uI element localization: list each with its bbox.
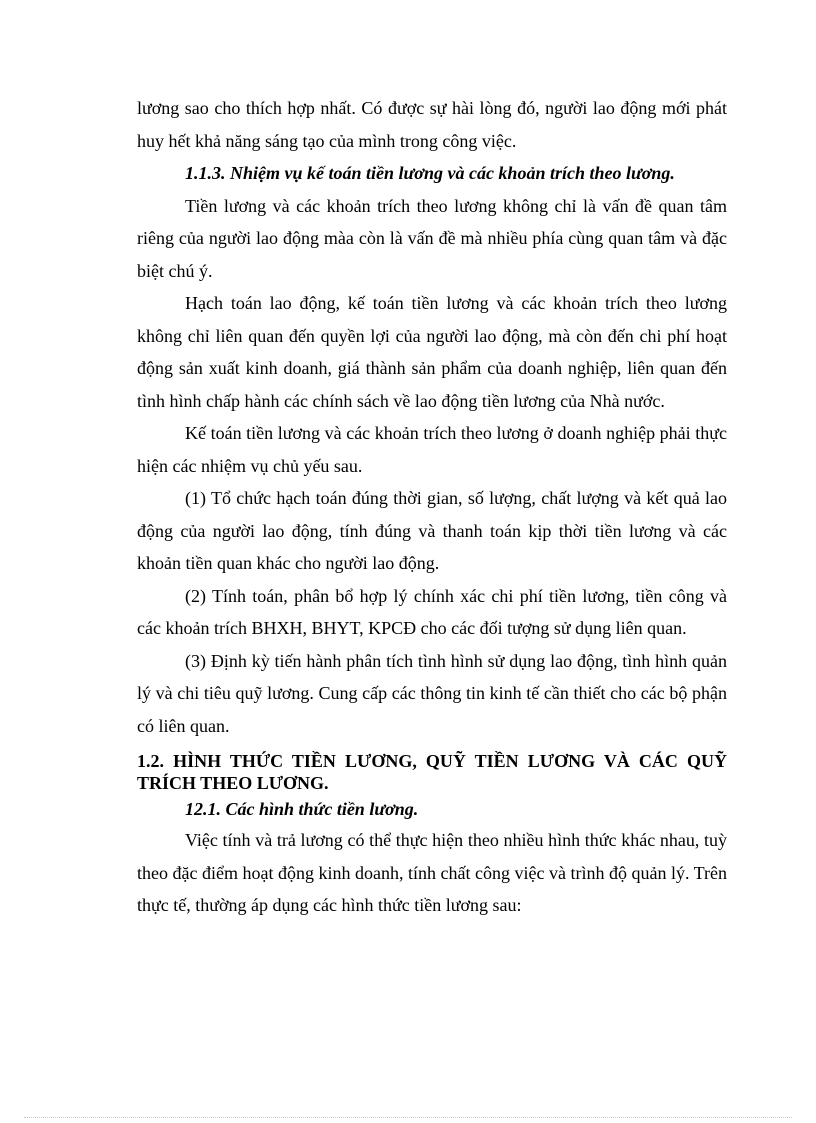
paragraph: Kế toán tiền lương và các khoản trích theo lương ở doanh nghiệp phải thực hiện các nhiệm vụ chủ yếu sau. (137, 423, 727, 476)
list-item-1: (1) Tổ chức hạch toán đúng thời gian, số lượng, chất lượng và kết quả lao động của người lao động, tính đúng và thanh toán kịp thời tiền lương và các khoản tiền quan khác cho người lao động. (137, 488, 727, 573)
paragraph: Hạch toán lao động, kế toán tiền lương và các khoản trích theo lương không chỉ liên quan đến quyền lợi của người lao động, mà còn đến chi phí hoạt động sản xuất kinh doanh, giá thành sản phẩm của doanh nghiệp, liên quan đến tình hình chấp hành các chính sách về lao động tiền lương của Nhà nước. (137, 293, 727, 411)
paragraph: Việc tính và trả lương có thể thực hiện theo nhiều hình thức khác nhau, tuỳ theo đặc điểm hoạt động kinh doanh, tính chất công việc và trình độ quản lý. Trên thực tế, thường áp dụng các hình thức tiền lương sau: (137, 830, 727, 915)
section-heading-1-2-1: 12.1. Các hình thức tiền lương. (185, 799, 419, 819)
list-item-2: (2) Tính toán, phân bổ hợp lý chính xác chi phí tiền lương, tiền công và các khoản trích BHXH, BHYT, KPCĐ cho các đối tượng sử dụng liên quan. (137, 585, 727, 638)
page-body (137, 92, 727, 922)
list-item-3: (3) Định kỳ tiến hành phân tích tình hình sử dụng lao động, tình hình quản lý và chi tiêu quỹ lương. Cung cấp các thông tin kinh tế cần thiết cho các bộ phận có liên quan. (137, 650, 727, 736)
paragraph: Tiền lương và các khoản trích theo lương không chỉ là vấn đề quan tâm riêng của người lao động màa còn là vấn đề mà nhiều phía cùng quan tâm và đặc biệt chú ý. (137, 195, 727, 281)
section-heading-1-1-3: 1.1.3. Nhiệm vụ kế toán tiền lương và các khoản trích theo lương. (185, 163, 675, 183)
footer-divider (24, 1117, 792, 1118)
section-heading-1-2: 1.2. HÌNH THỨC TIỀN LƯƠNG, QUỸ TIỀN LƯƠNG VÀ CÁC QUỸ TRÍCH THEO LƯƠNG. (137, 751, 727, 793)
paragraph-continuation: lương sao cho thích hợp nhất. Có được sự hài lòng đó, người lao động mới phát huy hết khả năng sáng tạo của mình trong công việc. (137, 98, 727, 151)
